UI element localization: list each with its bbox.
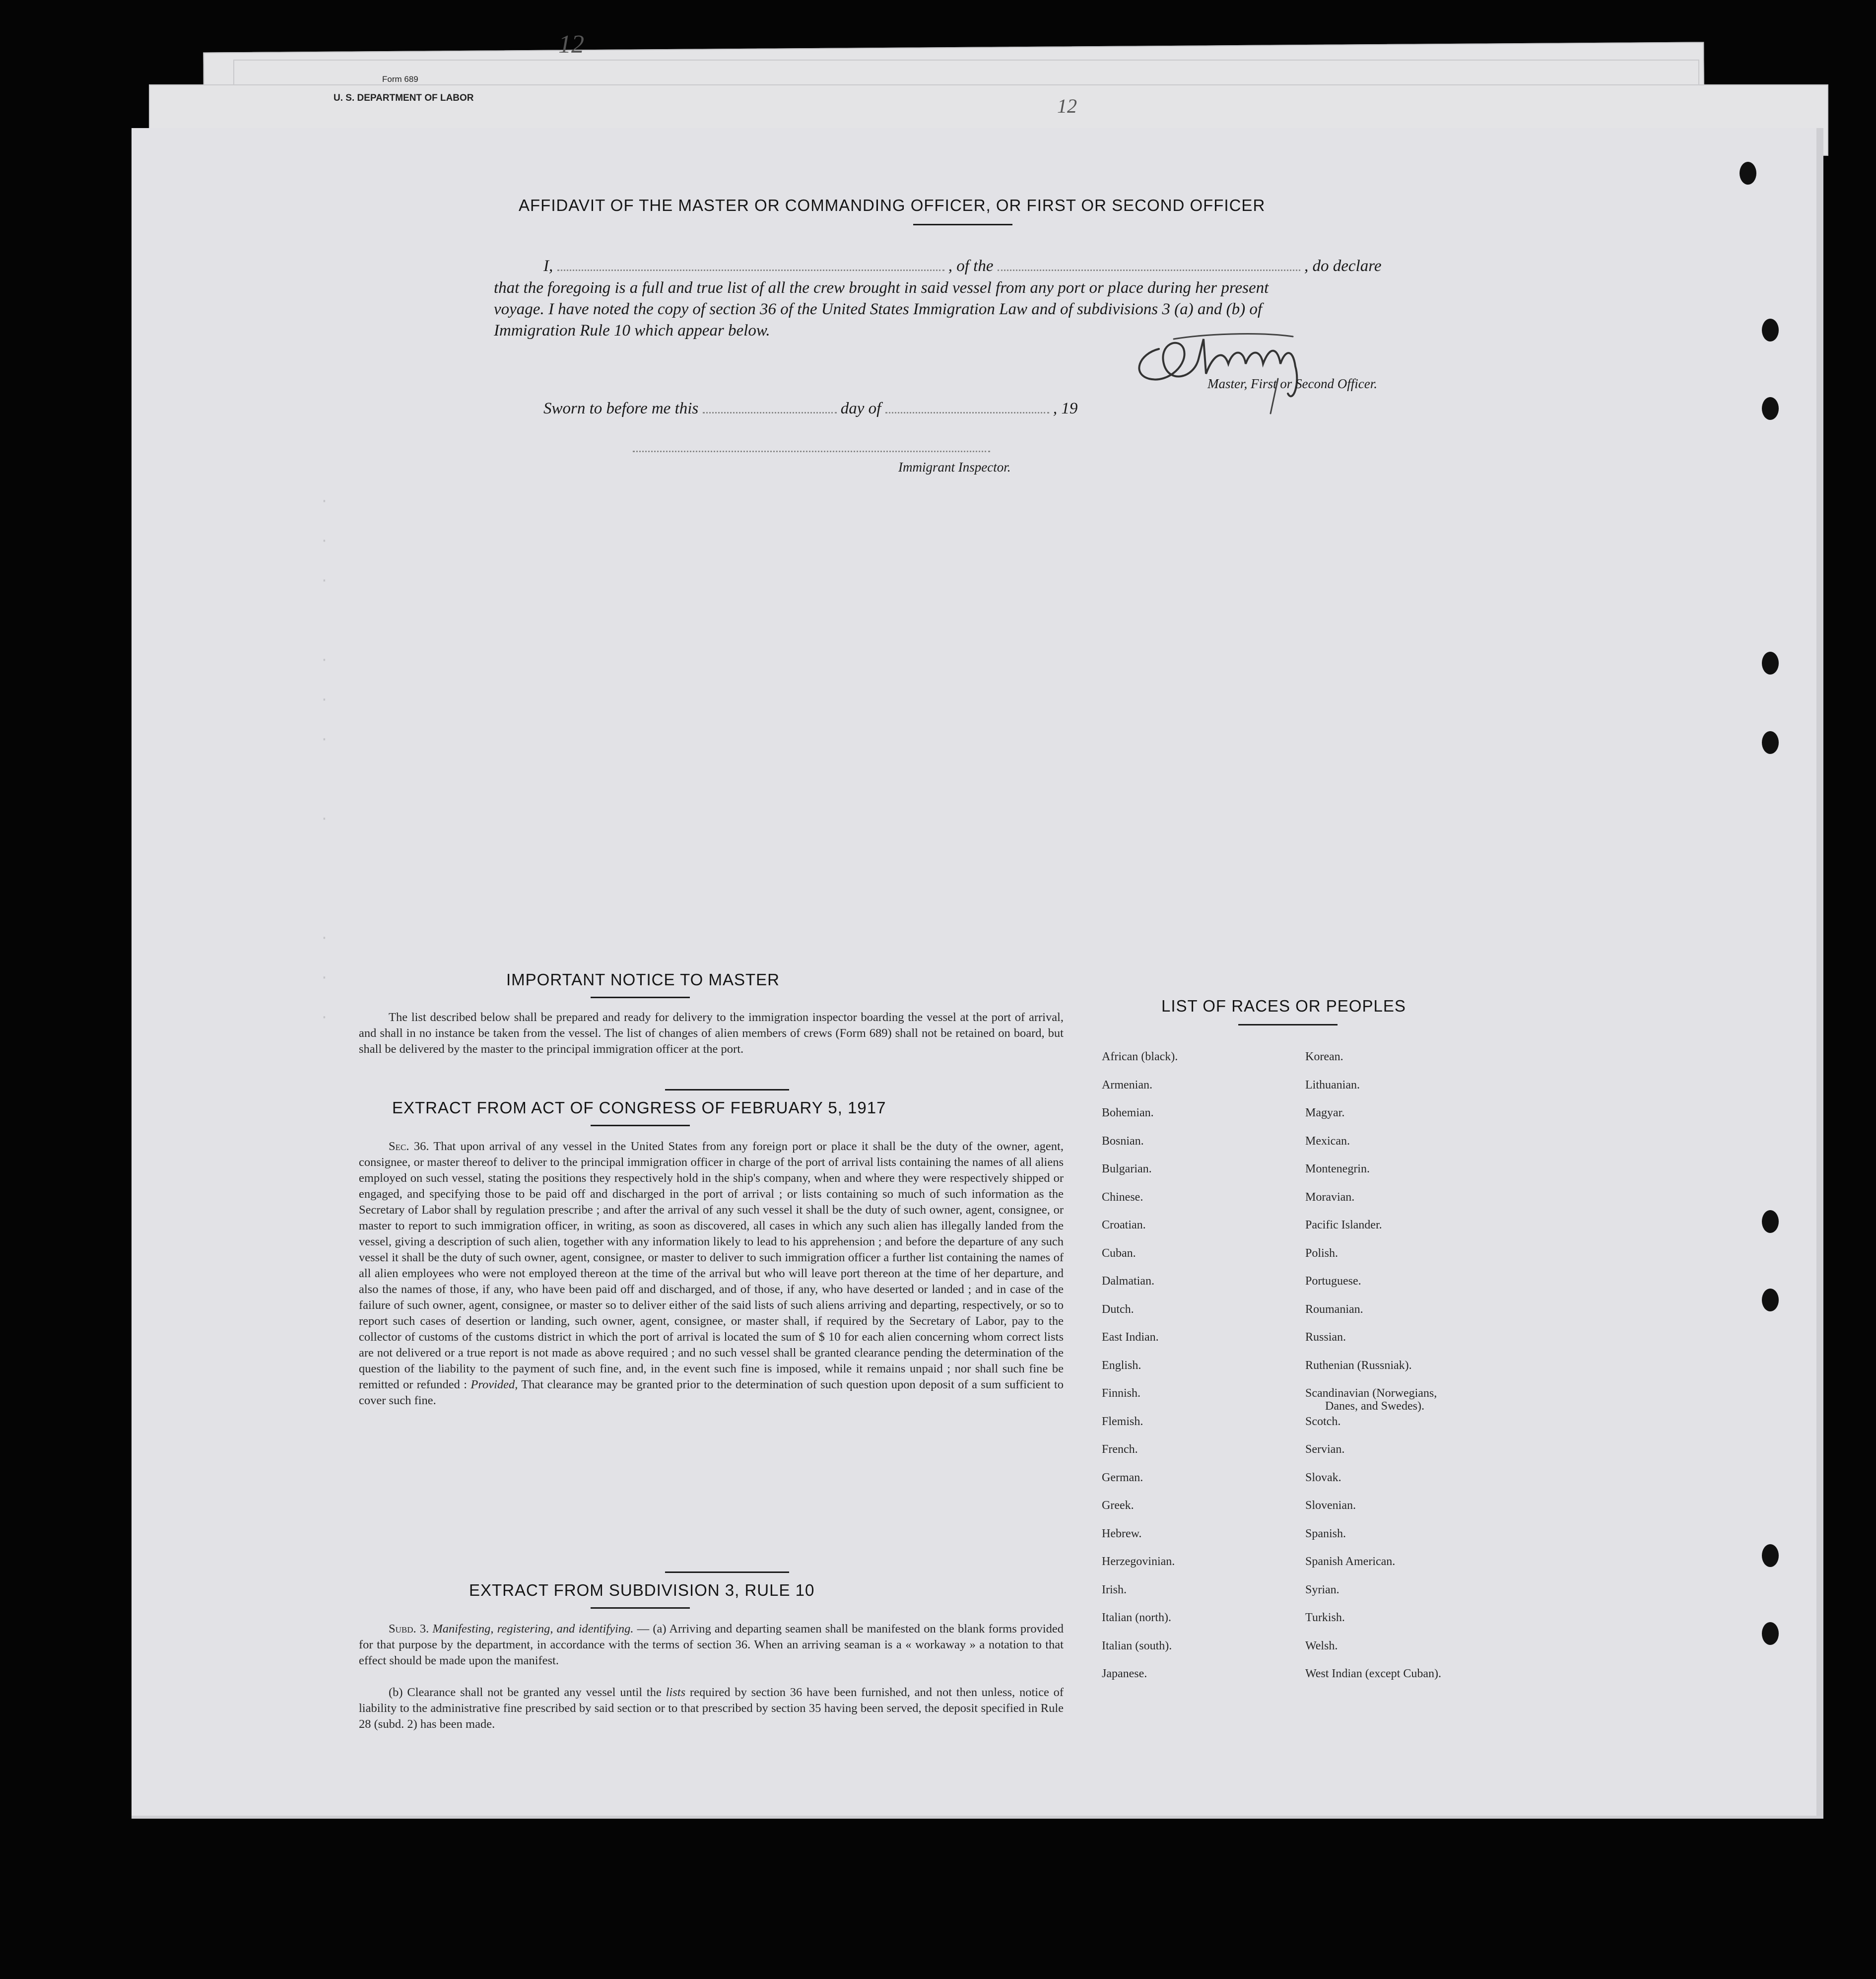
race-item: Welsh.	[1305, 1639, 1338, 1652]
inspector-label: Immigrant Inspector.	[898, 460, 1011, 475]
rule-text-b-post: required by section 36 have been furnished, and not then unless, notice of liability to the administrative fine prescribed by said section or to that prescribed by section 35 having been served, the deposit specified in Rule 28 (subd. 2) has been made.	[359, 1686, 1064, 1731]
race-item: Dalmatian.	[1102, 1275, 1154, 1288]
race-item: Montenegrin.	[1305, 1162, 1370, 1175]
binder-hole	[1762, 1210, 1779, 1233]
show-through-row: ·	[320, 969, 329, 986]
act-section-body: That upon arrival of any vessel in the United States from any foreign port or place it shall be the duty of the owner, agent, consignee, or master thereof to deliver to the principal immigration officer in charge of the port of arrival lists containing the names of all aliens employed on such vessel, stating the positions they respectively hold in the ship's company, when and where they were respectively shipped or engaged, and specifying those to be paid off and discharged in the port of arrival ; or lists containing so much of such information as the Secretary of Labor shall by regulation prescribe ; and after the arrival of any such vessel it shall be the duty of such owner, agent, consignee, or master to report to such immigration officer, in writing, as soon as discovered, all cases in which any such alien has illegally landed from the vessel, giving a description of such alien, together with any information likely to lead to his apprehension ; and before the departure of any such vessel it shall be the duty of such owner, agent, consignee, or master to deliver to such immigration officer a further list containing the names of all alien employees who were not employed thereon at the time of the arrival but who will leave port thereon at the time of her departure, and also the names of those, if any, who have been paid off and discharged, and of those, if any, who have deserted or landed ; and in case of the failure of such owner, agent, consignee, or master so to deliver either of the said lists of such aliens arriving and departing, respectively, or so to report such cases of desertion or landing, such owner, agent, consignee, or master shall, if required by the Secretary of Labor, pay to the collector of customs of the customs district in which the port of arrival is located the sum of $ 10 for each alien concerning whom correct lists are not delivered or a true report is not made as above required ; and no such vessel shall be granted clearance pending the determination of the question of the liability to the payment of such fine, and, in the event such fine is imposed, while it remains unpaid ; nor shall such fine be remitted or refunded :	[359, 1140, 1064, 1391]
binder-hole	[1762, 652, 1779, 675]
race-item: Japanese.	[1102, 1667, 1147, 1680]
race-item: Pacific Islander.	[1305, 1219, 1382, 1231]
sworn-label: Sworn to before me this	[543, 400, 699, 417]
rule-text-a-body: — (a) Arriving and departing seamen shall be manifested on the blank forms provided for that purpose by the department, in accordance with the terms of section 36. When an arriving seaman is a « workaway » a notation to that effect should be made upon the manifest.	[359, 1622, 1064, 1667]
affidavit-line-3: voyage. I have noted the copy of section 36 of the United States Immigration Law and of subdivisions 3 (a) and (b) of	[494, 300, 1263, 318]
rule-title-rule	[591, 1607, 690, 1609]
race-item: Spanish American.	[1305, 1555, 1396, 1568]
master-signature	[1129, 319, 1338, 418]
race-item: Armenian.	[1102, 1078, 1152, 1092]
notice-end-rule	[665, 1089, 789, 1091]
races-rule	[1238, 1024, 1338, 1025]
race-item: Bulgarian.	[1102, 1162, 1152, 1175]
rule-subd-label: Subd. 3.	[389, 1622, 429, 1636]
department-label: U. S. DEPARTMENT OF LABOR	[334, 93, 474, 103]
race-item: Mexican.	[1305, 1134, 1350, 1148]
race-item: Korean.	[1305, 1050, 1343, 1063]
races-left-column	[1102, 1050, 1290, 1795]
race-item: Russian.	[1305, 1331, 1346, 1344]
handwritten-mark: 12	[558, 30, 584, 59]
act-text	[359, 1139, 1064, 1409]
race-item: Portuguese.	[1305, 1275, 1361, 1288]
affidavit-page	[132, 128, 1823, 1819]
race-item: Lithuanian.	[1305, 1078, 1360, 1092]
show-through-row: ·	[320, 1009, 329, 1025]
race-item: Hebrew.	[1102, 1527, 1142, 1540]
inspector-signature-line	[633, 451, 990, 452]
race-item: Dutch.	[1102, 1302, 1134, 1316]
binder-hole	[1762, 397, 1779, 420]
race-item: Polish.	[1305, 1246, 1339, 1260]
race-item: African (black).	[1102, 1050, 1178, 1063]
rule-title: EXTRACT FROM SUBDIVISION 3, RULE 10	[469, 1581, 815, 1599]
year-label: , 19	[1053, 400, 1078, 417]
race-item: Danes, and Swedes).	[1325, 1400, 1424, 1413]
rule-text-b	[359, 1685, 1064, 1732]
act-title: EXTRACT FROM ACT OF CONGRESS OF FEBRUARY 5, 1917	[392, 1098, 886, 1117]
notice-text: The list described below shall be prepared and ready for delivery to the immigration inspector boarding the vessel at the port of arrival, and shall in no instance be taken from the vessel. The list of changes of alien members of crews (Form 689) shall not be retained on board, but shall be delivered by the master to the principal immigration officer at the port.	[359, 1011, 1064, 1056]
binder-hole	[1762, 1622, 1779, 1645]
show-through-row: ·	[320, 930, 329, 946]
race-item: Scotch.	[1305, 1415, 1341, 1428]
race-item: Turkish.	[1305, 1611, 1345, 1624]
show-through-row: ·	[320, 493, 329, 509]
binder-hole	[1762, 1544, 1779, 1567]
name-blank	[557, 267, 944, 271]
race-item: Finnish.	[1102, 1387, 1141, 1400]
affidavit-i: I,	[543, 257, 553, 275]
affidavit-line-1	[543, 257, 1381, 275]
act-provided: Provided,	[470, 1378, 518, 1391]
show-through-row: ·	[320, 811, 329, 827]
show-through-row: ·	[320, 572, 329, 589]
race-item: Flemish.	[1102, 1415, 1143, 1428]
master-signature-label: Master, First or Second Officer.	[1207, 376, 1377, 391]
races-right-column	[1305, 1050, 1553, 1795]
affidavit-declare: , do declare	[1304, 257, 1382, 275]
title-rule	[913, 224, 1012, 225]
race-item: Italian (north).	[1102, 1611, 1171, 1624]
affidavit-of-the: , of the	[948, 257, 994, 275]
race-item: Spanish.	[1305, 1527, 1346, 1540]
month-blank	[885, 409, 1049, 413]
notice-rule	[591, 997, 690, 998]
race-item: Bosnian.	[1102, 1134, 1144, 1148]
show-through-row: ·	[320, 652, 329, 668]
race-item: English.	[1102, 1359, 1141, 1372]
notice-title: IMPORTANT NOTICE TO MASTER	[506, 970, 780, 989]
race-item: Servian.	[1305, 1443, 1345, 1456]
race-item: Slovak.	[1305, 1471, 1341, 1484]
race-item: West Indian (except Cuban).	[1305, 1667, 1441, 1680]
race-item: Greek.	[1102, 1499, 1134, 1512]
race-item: Ruthenian (Russniak).	[1305, 1359, 1412, 1372]
race-item: Irish.	[1102, 1583, 1127, 1596]
races-title: LIST OF RACES OR PEOPLES	[1161, 997, 1406, 1015]
affidavit-line-4: Immigration Rule 10 which appear below.	[494, 322, 770, 340]
race-item: Italian (south).	[1102, 1639, 1172, 1652]
form-number-label: Form 689	[382, 74, 418, 84]
race-item: East Indian.	[1102, 1331, 1159, 1344]
race-item: Syrian.	[1305, 1583, 1340, 1596]
vessel-blank	[998, 267, 1300, 271]
act-section-label: Sec. 36.	[389, 1140, 429, 1153]
race-item: Magyar.	[1305, 1106, 1345, 1119]
race-item: Roumanian.	[1305, 1302, 1363, 1316]
show-through-row: ·	[320, 731, 329, 748]
race-item: Chinese.	[1102, 1190, 1143, 1204]
race-item: French.	[1102, 1443, 1138, 1456]
binder-hole	[1762, 319, 1779, 341]
binder-hole	[1762, 1289, 1779, 1311]
race-item: Croatian.	[1102, 1219, 1146, 1231]
act-section-end: That clearance may be granted prior to the determination of such question upon deposit of a sum sufficient to cover such fine.	[359, 1378, 1064, 1407]
act-end-rule	[665, 1571, 789, 1573]
race-item: Cuban.	[1102, 1246, 1136, 1260]
binder-hole	[1740, 162, 1756, 185]
race-item: Bohemian.	[1102, 1106, 1154, 1119]
race-item: Herzegovinian.	[1102, 1555, 1175, 1568]
binder-hole	[1762, 731, 1779, 754]
act-rule	[591, 1125, 690, 1126]
day-blank	[703, 409, 837, 413]
race-item: Slovenian.	[1305, 1499, 1356, 1512]
rule-text-a	[359, 1621, 1064, 1669]
rule-text-b-lists: lists	[666, 1686, 686, 1699]
day-of-label: day of	[840, 400, 881, 417]
race-item: German.	[1102, 1471, 1143, 1484]
show-through-row: ·	[320, 691, 329, 708]
sworn-line	[543, 400, 1077, 418]
handwritten-mark: 12	[1057, 95, 1077, 117]
affidavit-line-2: that the foregoing is a full and true list of all the crew brought in said vessel from any port or place during her present	[494, 279, 1269, 297]
race-item: Moravian.	[1305, 1190, 1355, 1204]
race-item: Scandinavian (Norwegians,	[1305, 1387, 1437, 1400]
rule-subd-title: Manifesting, registering, and identifying.	[432, 1622, 634, 1636]
affidavit-title: AFFIDAVIT OF THE MASTER OR COMMANDING OFFICER, OR FIRST OR SECOND OFFICER	[519, 196, 1266, 214]
show-through-row: ·	[320, 533, 329, 549]
rule-text-b-pre: (b) Clearance shall not be granted any vessel until the	[389, 1686, 662, 1699]
